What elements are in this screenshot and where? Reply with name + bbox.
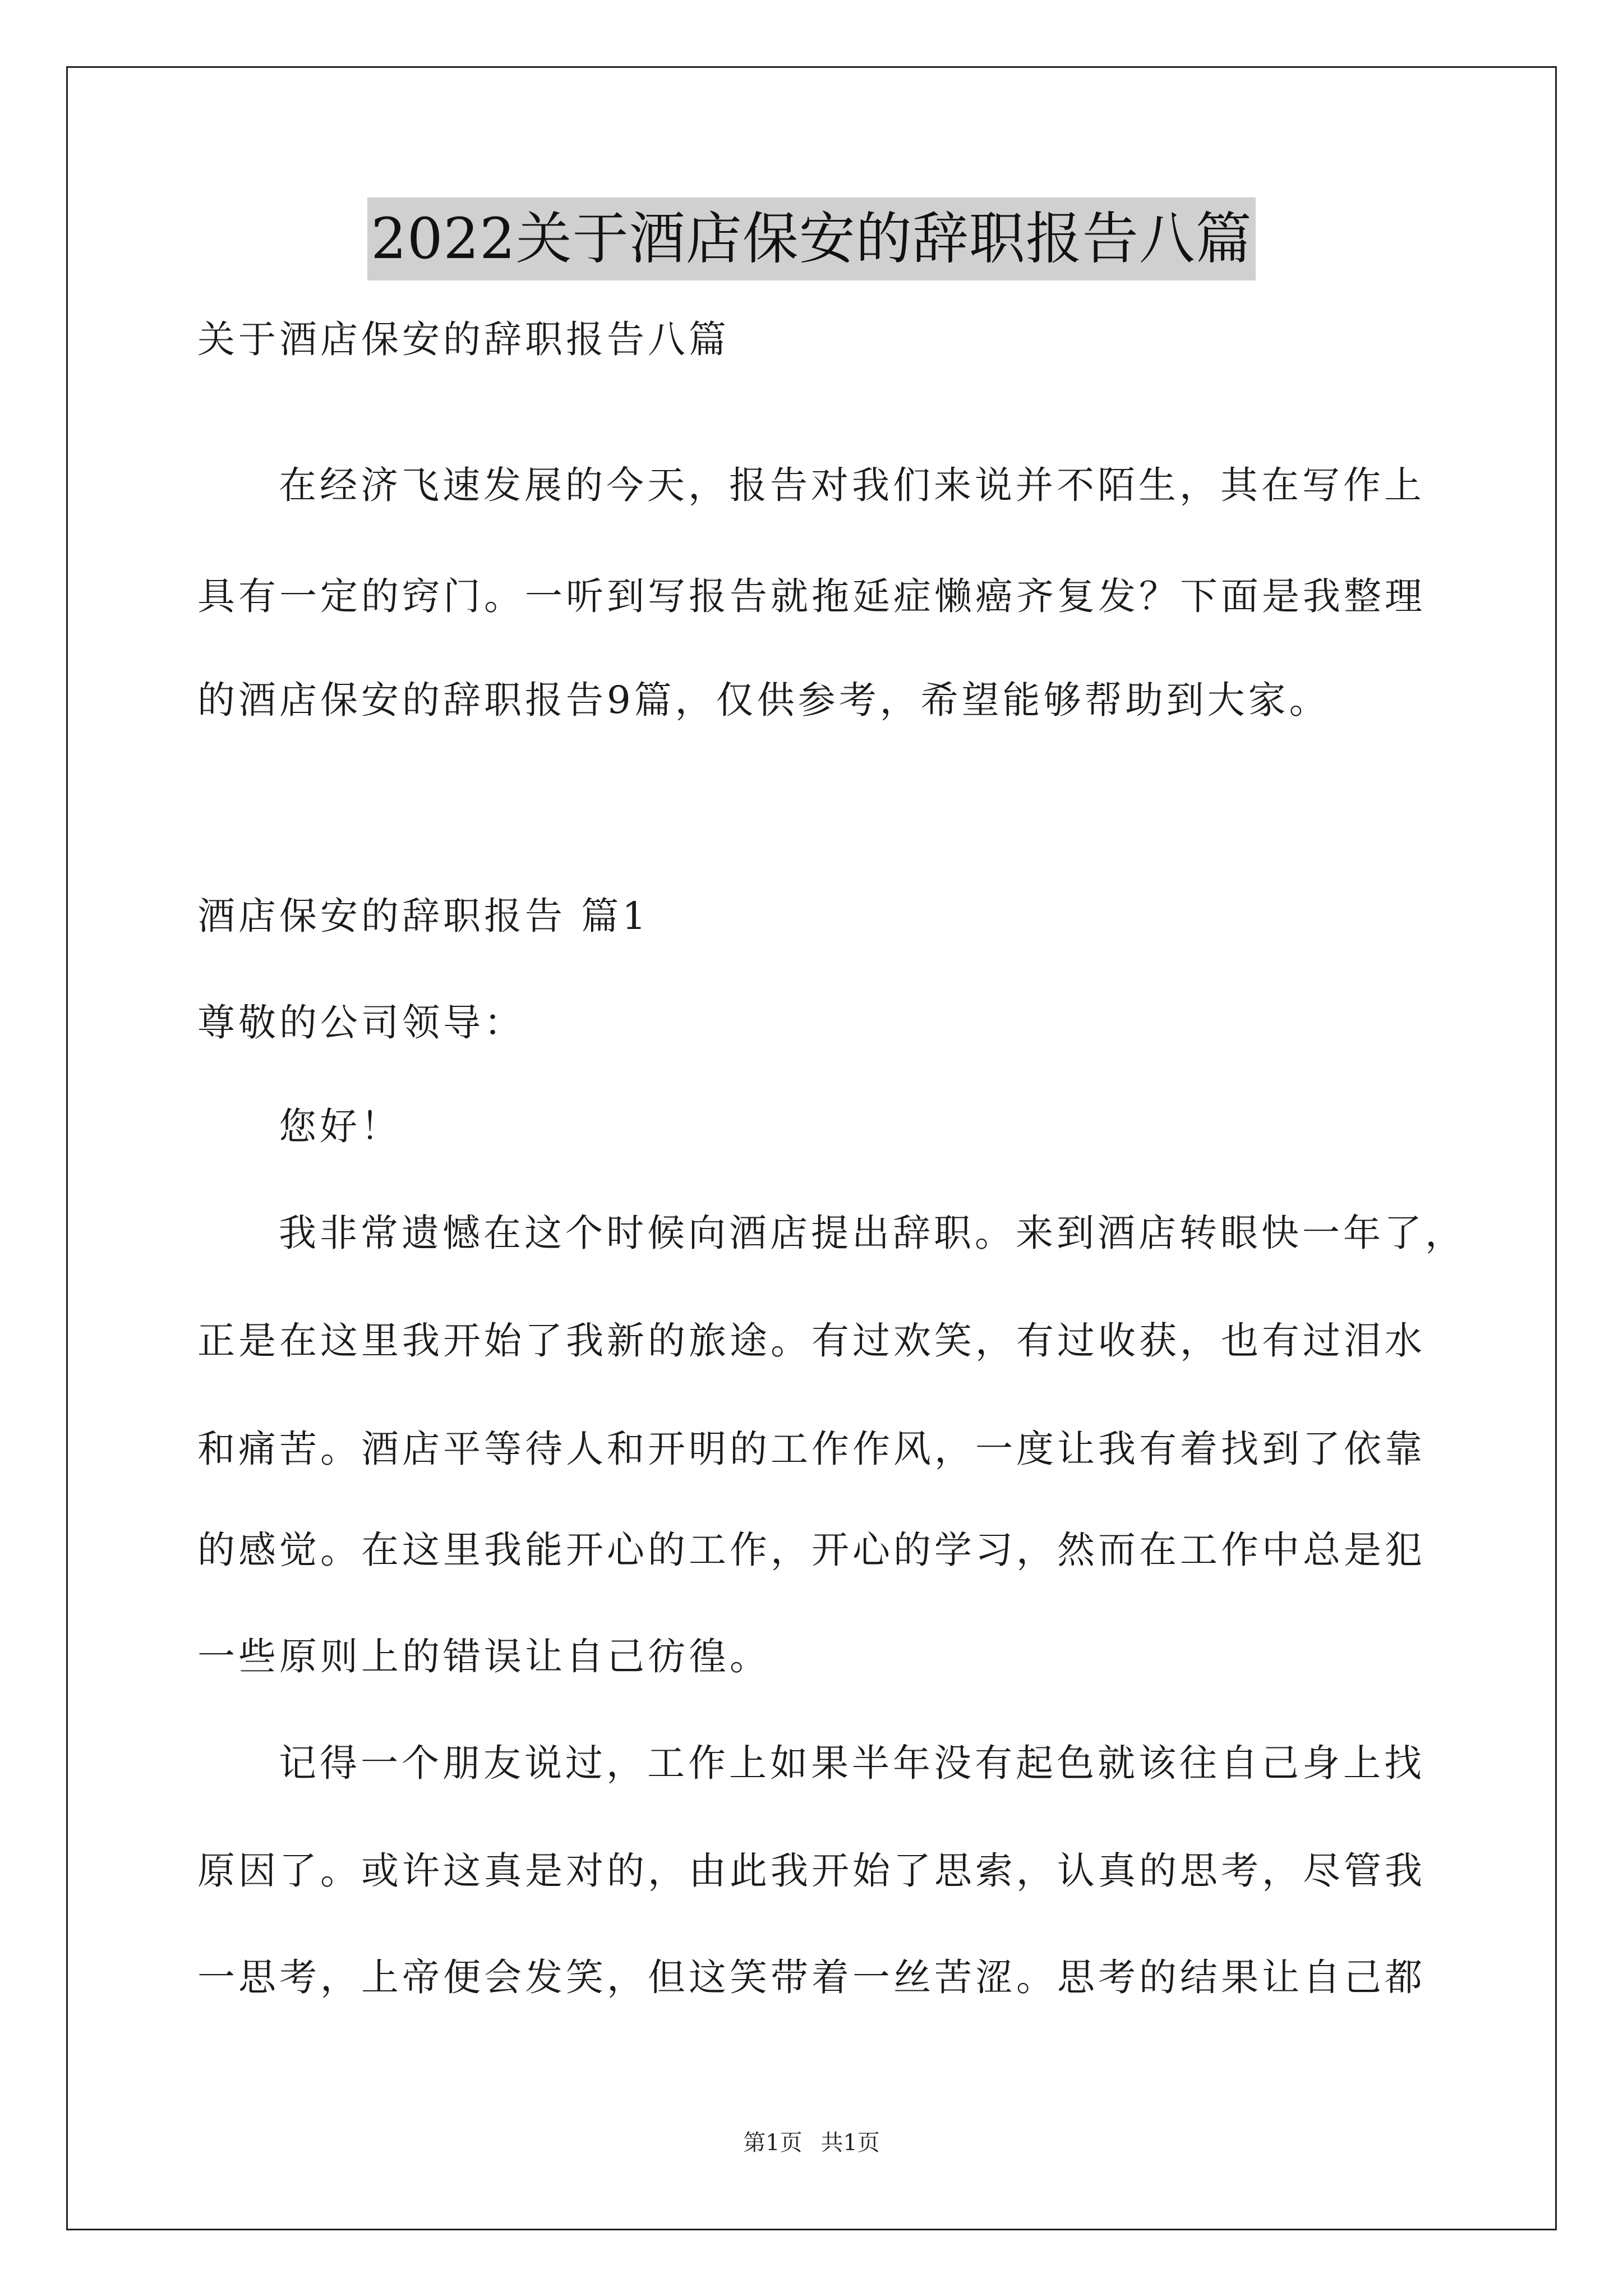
salutation: 尊敬的公司领导： [197,1001,525,1045]
paragraph1-line-3: 和痛苦。酒店平等待人和开明的工作作风，一度让我有着找到了依靠 [197,1427,1426,1471]
intro-line-2: 具有一定的窍门。一听到写报告就拖延症懒癌齐复发？下面是我整理 [197,574,1426,618]
paragraph1-line-5: 一些原则上的错误让自己彷徨。 [197,1635,771,1678]
intro-line-1: 在经济飞速发展的今天，报告对我们来说并不陌生，其在写作上 [279,463,1425,507]
paragraph1-line-4: 的感觉。在这里我能开心的工作，开心的学习，然而在工作中总是犯 [197,1528,1426,1572]
paragraph2-line-3: 一思考，上帝便会发笑，但这笑带着一丝苦涩。思考的结果让自己都 [197,1955,1426,1999]
page-footer [0,2126,1623,2160]
greeting: 您好！ [279,1105,402,1148]
paragraph1-line-1: 我非常遗憾在这个时候向酒店提出辞职。来到酒店转眼快一年了， [279,1211,1466,1255]
intro-line-3: 的酒店保安的辞职报告9篇，仅供参考，希望能够帮助到大家。 [197,678,1330,722]
paragraph2-line-2: 原因了。或许这真是对的，由此我开始了思索，认真的思考，尽管我 [197,1849,1426,1893]
page-total: 共1页 [820,2130,880,2156]
section-heading: 酒店保安的辞职报告 篇1 [197,894,649,938]
document-title: 2022关于酒店保安的辞职报告八篇 [367,197,1256,280]
document-subtitle: 关于酒店保安的辞职报告八篇 [197,318,730,361]
paragraph1-line-2: 正是在这里我开始了我新的旅途。有过欢笑，有过收获，也有过泪水 [197,1319,1426,1363]
title-container [0,197,1623,280]
paragraph2-line-1: 记得一个朋友说过，工作上如果半年没有起色就该往自己身上找 [279,1741,1425,1785]
page-number: 第1页 [743,2130,803,2156]
